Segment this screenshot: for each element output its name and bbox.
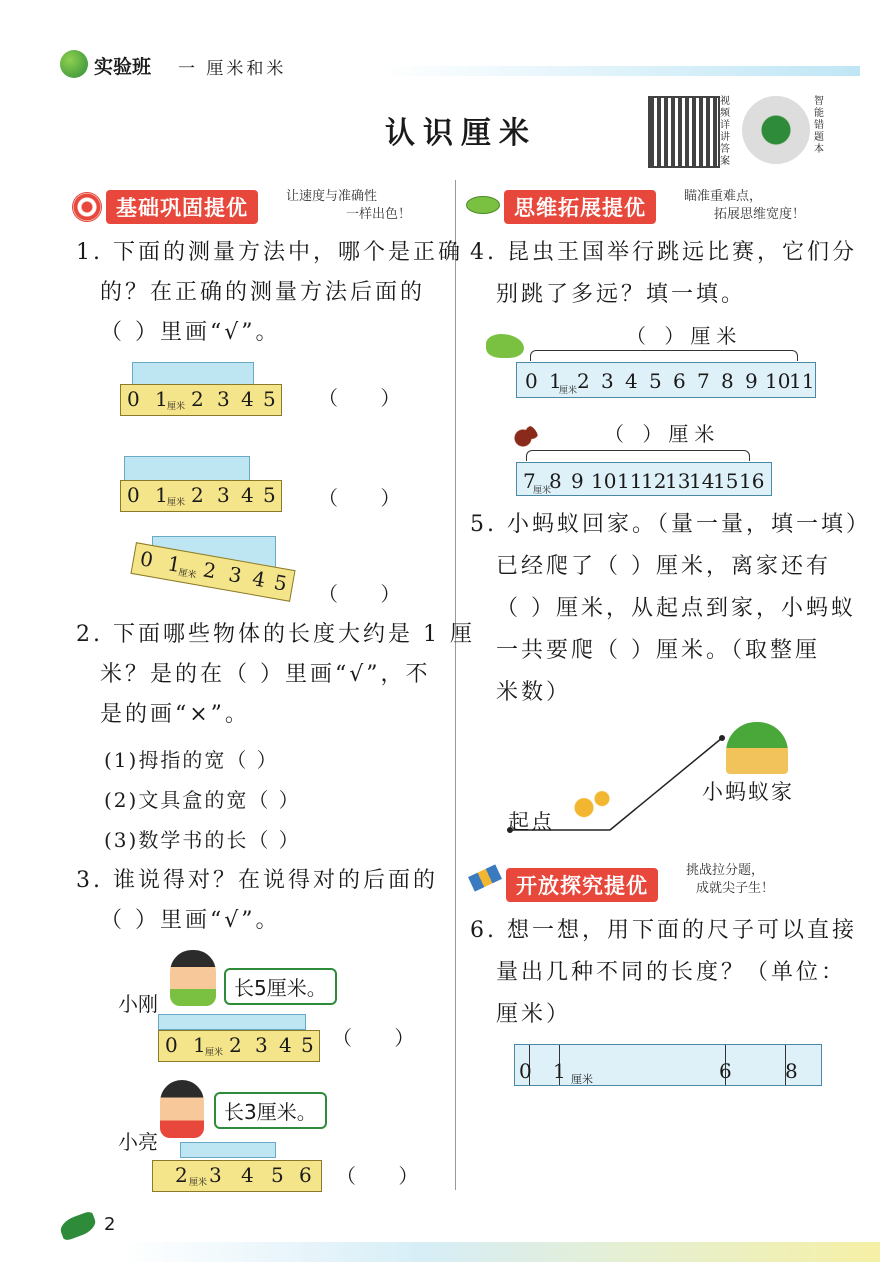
ruler-number: 2: [229, 1033, 242, 1057]
q2-text-line2: 米？是的在（ ）里画“√”，不: [100, 662, 431, 687]
ruler-number: 11: [789, 369, 815, 393]
q4-ruler-1: [516, 362, 816, 398]
ruler-number: 7: [697, 369, 710, 393]
grasshopper-illustration: [486, 334, 524, 358]
ruler-number: 1: [165, 551, 183, 578]
home-label: 小蚂蚁家: [702, 780, 794, 804]
q1-text-line3: （ ）里画“√”。: [100, 320, 281, 345]
section-open-slogan-2: 成就尖子生！: [696, 881, 775, 896]
chapter-label: 一 厘米和米: [178, 59, 287, 79]
home-point: [719, 735, 725, 741]
mushroom-house-illustration: [726, 722, 788, 774]
q1-answer-c[interactable]: （ ）: [318, 582, 419, 606]
ruler-number: 8: [785, 1059, 798, 1083]
q2-item-2[interactable]: (2)文具盒的宽（ ）: [104, 788, 301, 812]
q6-ruler: [514, 1044, 822, 1086]
ruler-unit: 厘米: [167, 402, 186, 412]
ruler-number: 3: [217, 483, 230, 507]
brand-label: 实验班: [94, 56, 152, 78]
q2-text-line3: 是的画“×”。: [100, 702, 250, 727]
q3-ruler-2: [152, 1160, 322, 1192]
q1-answer-a[interactable]: （ ）: [318, 386, 419, 410]
leaf-logo-icon: [60, 50, 88, 78]
ruler-unit: 厘米: [189, 1178, 208, 1188]
boy-xiaoliang-illustration: [160, 1080, 204, 1138]
qr-code-mistakes[interactable]: [742, 96, 810, 164]
q5-text-line3: （ ）厘米，从起点到家，小蚂蚁: [496, 596, 856, 621]
ruler-number: 13: [665, 469, 691, 493]
ruler-number: 9: [745, 369, 758, 393]
q3-strip-2: [180, 1142, 276, 1158]
ufo-icon: [466, 196, 500, 214]
target-icon: [72, 192, 102, 222]
dolphin-icon: [58, 1210, 99, 1241]
q5-path-diagram: [500, 700, 860, 850]
ruler-number: 1: [553, 1059, 566, 1083]
qr-code-video[interactable]: [648, 96, 720, 168]
section-basic-slogan-1: 让速度与准确性: [286, 189, 378, 204]
speech-bubble-2: 长3厘米。: [214, 1092, 327, 1129]
q3-text-line1: 3. 谁说得对？在说得对的后面的: [76, 868, 438, 893]
q5-text-line1: 5. 小蚂蚁回家。（量一量，填一填）: [470, 512, 871, 537]
ruler-number: 15: [713, 469, 739, 493]
ruler-number: 0: [519, 1059, 532, 1083]
q3-strip-1: [158, 1014, 306, 1030]
ruler-number: 5: [649, 369, 662, 393]
ruler-number: 0: [138, 546, 155, 573]
section-basic-title: 基础巩固提优: [106, 190, 258, 224]
q1-text-line1: 1. 下面的测量方法中，哪个是正确: [76, 240, 463, 265]
ruler-number: 14: [689, 469, 715, 493]
ruler-number: 3: [255, 1033, 268, 1057]
ruler-number: 1: [155, 387, 168, 411]
column-divider: [455, 180, 456, 1190]
ruler-number: 5: [263, 483, 276, 507]
q4-ruler-2: [516, 462, 772, 496]
ruler-unit: 厘米: [205, 1048, 224, 1058]
ruler-unit: 厘米: [571, 1073, 593, 1086]
ruler-number: 5: [263, 387, 276, 411]
ruler-number: 3: [209, 1163, 222, 1187]
q6-text-line3: 厘米）: [496, 1002, 572, 1027]
q1-text-line2: 的？在正确的测量方法后面的: [100, 280, 426, 305]
q4-brace-2: [526, 450, 750, 461]
ruler-number: 10: [765, 369, 791, 393]
section-basic-slogan-2: 一样出色！: [346, 207, 412, 222]
ruler-number: 6: [719, 1059, 732, 1083]
ruler-number: 0: [525, 369, 538, 393]
section-thinking-slogan-2: 拓展思维宽度！: [714, 207, 806, 222]
ruler-number: 9: [571, 469, 584, 493]
ruler-number: 1: [193, 1033, 206, 1057]
ruler-number: 16: [739, 469, 765, 493]
ruler-number: 8: [721, 369, 734, 393]
person-1-label: 小刚: [118, 992, 158, 1016]
q4-blank-2[interactable]: （ ）厘米: [604, 422, 721, 446]
speech-bubble-1: 长5厘米。: [224, 968, 337, 1005]
ruler-number: 2: [201, 557, 218, 584]
section-thinking-title: 思维拓展提优: [504, 190, 656, 224]
section-open-title: 开放探究提优: [506, 868, 658, 902]
ruler-number: 5: [271, 1163, 284, 1187]
ant-illustration-1: [508, 424, 538, 452]
q4-text-line2: 别跳了多远？填一填。: [496, 282, 747, 307]
ruler-unit: 厘米: [533, 486, 552, 496]
ruler-number: 5: [272, 569, 289, 596]
ruler-number: 2: [175, 1163, 188, 1187]
q6-text-line1: 6. 想一想，用下面的尺子可以直接: [470, 918, 857, 943]
ruler-number: 0: [127, 387, 140, 411]
ruler-unit: 厘米: [177, 568, 197, 582]
ruler-number: 10: [591, 469, 617, 493]
q1-block-a: [132, 362, 254, 386]
q1-ruler-a: [120, 384, 282, 416]
footer-stripe: [120, 1242, 880, 1262]
page-number: 2: [104, 1214, 116, 1235]
start-label: 起点: [508, 810, 554, 834]
ruler-number: 7: [523, 469, 536, 493]
ruler-unit: 厘米: [167, 498, 186, 508]
ruler-number: 3: [226, 561, 244, 588]
ruler-number: 6: [299, 1163, 312, 1187]
ruler-number: 11: [617, 469, 643, 493]
qr-caption-mistakes: 智能错题本: [814, 96, 824, 155]
page-title: 认识厘米: [385, 116, 537, 151]
ruler-number: 4: [241, 1163, 254, 1187]
ruler-number: 12: [641, 469, 667, 493]
ruler-number: 3: [217, 387, 230, 411]
q4-text-line1: 4. 昆虫王国举行跳远比赛，它们分: [470, 240, 857, 265]
ant-illustration-2: [572, 786, 612, 822]
q1-ruler-b: [120, 480, 282, 512]
satellite-icon: [468, 864, 502, 891]
q5-text-line4: 一共要爬（ ）厘米。（取整厘: [496, 638, 820, 663]
ruler-number: 1: [155, 483, 168, 507]
q3-text-line2: （ ）里画“√”。: [100, 908, 281, 933]
section-thinking-slogan-1: 瞄准重难点，: [684, 189, 763, 204]
q5-text-line5: 米数）: [496, 680, 572, 705]
q1-answer-b[interactable]: （ ）: [318, 486, 419, 510]
ruler-number: 4: [250, 566, 268, 592]
q3-answer-2[interactable]: （ ）: [336, 1164, 437, 1188]
ruler-number: 2: [577, 369, 590, 393]
ruler-number: 2: [191, 483, 204, 507]
q1-block-b: [124, 456, 250, 482]
ruler-number: 4: [241, 483, 254, 507]
q5-text-line2: 已经爬了（ ）厘米，离家还有: [496, 554, 831, 579]
boy-xiaogang-illustration: [170, 950, 216, 1006]
q3-ruler-1: [158, 1030, 320, 1062]
ruler-number: 0: [127, 483, 140, 507]
ruler-number: 3: [601, 369, 614, 393]
person-2-label: 小亮: [118, 1130, 158, 1154]
ruler-number: 5: [301, 1033, 314, 1057]
ruler-unit: 厘米: [559, 386, 578, 396]
ruler-number: 6: [673, 369, 686, 393]
ruler-number: 4: [279, 1033, 292, 1057]
q4-brace-1: [530, 350, 798, 361]
section-open-slogan-1: 挑战拉分题，: [686, 863, 765, 878]
q2-item-1[interactable]: (1)拇指的宽（ ）: [104, 748, 279, 772]
qr-caption-video: 视频详讲答案: [720, 96, 730, 167]
q4-blank-1[interactable]: （ ）厘米: [626, 324, 743, 348]
ruler-number: 2: [191, 387, 204, 411]
q3-answer-1[interactable]: （ ）: [332, 1026, 433, 1050]
q2-item-3[interactable]: (3)数学书的长（ ）: [104, 828, 301, 852]
q6-text-line2: 量出几种不同的长度？（单位：: [496, 960, 847, 985]
header-stripe: [380, 66, 860, 76]
ruler-number: 1: [549, 369, 562, 393]
ruler-number: 8: [549, 469, 562, 493]
ruler-number: 0: [165, 1033, 178, 1057]
q2-text-line1: 2. 下面哪些物体的长度大约是 1 厘: [76, 622, 475, 647]
ruler-number: 4: [241, 387, 254, 411]
ruler-number: 4: [625, 369, 638, 393]
header-bar: [60, 50, 860, 80]
